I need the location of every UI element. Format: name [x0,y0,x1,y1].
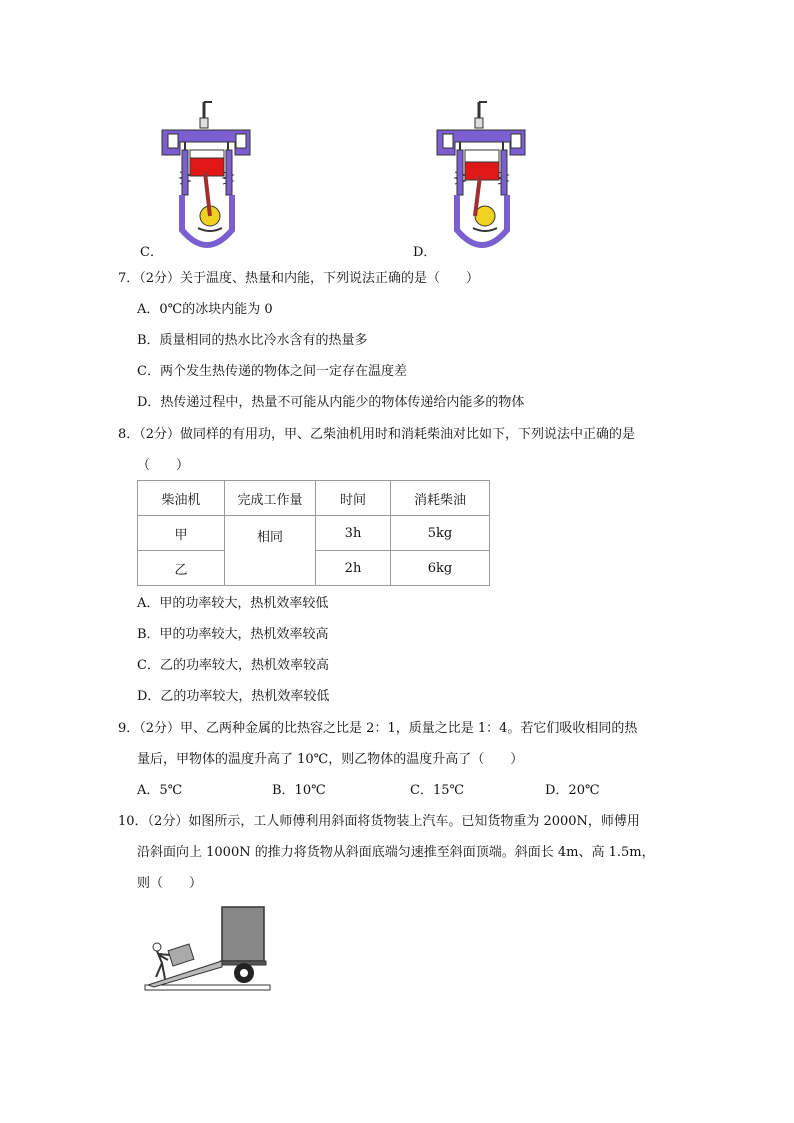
table-cell: 2h [316,551,391,586]
q10-stem: 10．（2分）如图所示，工人师傅利用斜面将货物装上汽车。已知货物重为 2000N，师傅用 [118,814,640,829]
table-header-cell: 时间 [316,481,391,516]
q8-option-a: A．甲的功率较大，热机效率较低 [137,596,329,611]
table-cell: 甲 [138,516,225,551]
q8-option-d: D．乙的功率较大，热机效率较低 [137,689,330,704]
q8-option-b: B．甲的功率较大，热机效率较高 [137,627,329,642]
table-header-cell: 完成工作量 [225,481,316,516]
option-d-label: D． [413,245,437,260]
engine-diagram-c [160,100,270,255]
q9-stem-continued: 量后，甲物体的温度升高了 10℃，则乙物体的温度升高了（ ） [137,752,524,767]
q8-stem: 8．（2分）做同样的有用功，甲、乙柴油机用时和消耗柴油对比如下，下列说法中正确的是 [118,427,636,442]
q7-option-b: B．质量相同的热水比冷水含有的热量多 [137,333,368,348]
q7-stem: 7．（2分）关于温度、热量和内能，下列说法正确的是（ ） [118,271,480,286]
table-header-cell: 柴油机 [138,481,225,516]
table-cell: 5kg [391,516,490,551]
q9-option-c: C．15℃ [410,783,465,798]
q10-stem-continued-1: 沿斜面向上 1000N 的推力将货物从斜面底端匀速推至斜面顶端。斜面长 4m、高 1.5m， [137,845,655,860]
q9-option-b: B．10℃ [272,783,326,798]
q10-stem-continued-2: 则（ ） [137,876,203,891]
table-header-row [138,481,490,516]
q7-option-d: D．热传递过程中，热量不可能从内能少的物体传递给内能多的物体 [137,395,525,410]
table-header-cell: 消耗柴油 [391,481,490,516]
table-cell: 乙 [138,551,225,586]
q9-option-a: A．5℃ [137,783,183,798]
q8-data-table [137,480,490,586]
table-row [138,516,490,551]
engine-diagram-d [435,100,545,255]
q8-stem-continued: （ ） [137,458,190,473]
table-cell [225,516,316,586]
q8-option-c: C．乙的功率较大，热机效率较高 [137,658,329,673]
q9-stem: 9．（2分）甲、乙两种金属的比热容之比是 2：1，质量之比是 1：4。若它们吸收相同的热 [118,721,638,736]
q9-option-d: D．20℃ [545,783,600,798]
table-cell: 6kg [391,551,490,586]
table-cell: 3h [316,516,391,551]
q7-option-c: C．两个发生热传递的物体之间一定存在温度差 [137,364,407,379]
option-c-label: C． [140,245,163,260]
ramp-truck-illustration [140,905,275,999]
table-cell-text: 相同 [256,530,283,545]
q7-option-a: A．0℃的冰块内能为 0 [137,302,273,317]
